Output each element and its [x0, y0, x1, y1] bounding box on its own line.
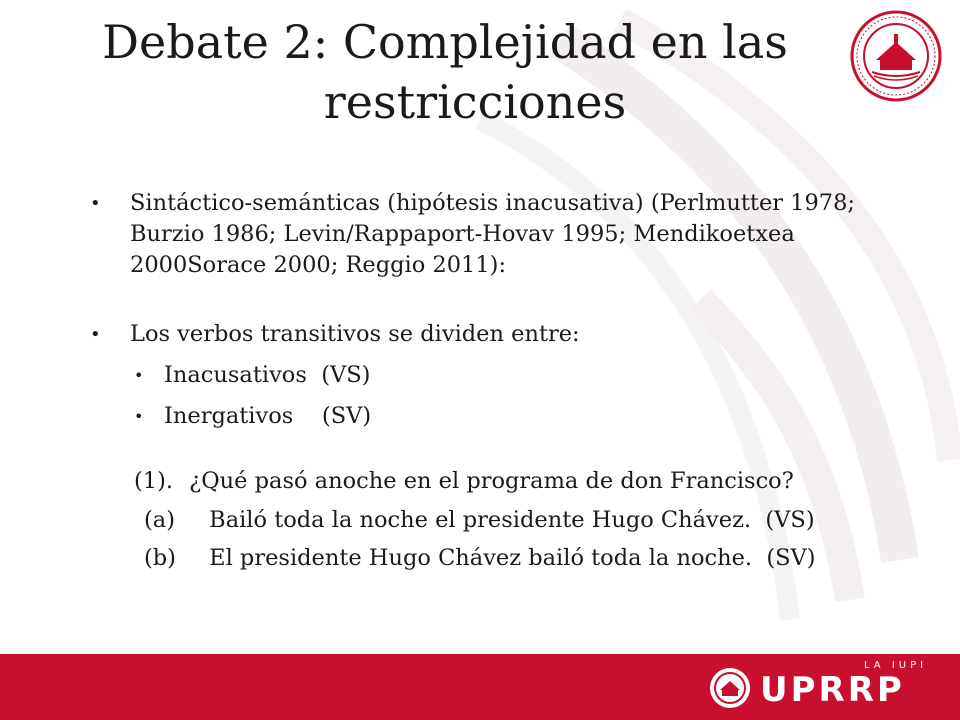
bullet-icon: • — [134, 366, 144, 385]
university-seal-icon — [850, 10, 942, 102]
example-answer — [90, 543, 890, 574]
answer-text: El presidente Hugo Chávez bailó toda la noche. (SV) — [209, 545, 816, 571]
sub-bullet-text: Inacusativos (VS) — [164, 362, 371, 388]
example-question — [90, 466, 890, 497]
bullet-icon: • — [90, 193, 101, 214]
uprrp-emblem-icon — [708, 666, 752, 710]
footer-logo-tagline: LA IUPI — [864, 660, 928, 671]
answer-label: (b) — [144, 545, 176, 571]
sub-bullet-item — [90, 360, 890, 391]
footer-logo — [708, 660, 938, 712]
sub-bullet-text: Inergativos (SV) — [164, 403, 372, 429]
page-title — [60, 12, 830, 132]
answer-text: Bailó toda la noche el presidente Hugo Chávez. (VS) — [209, 507, 815, 533]
title-line-2: restricciones — [323, 75, 627, 129]
bullet-text: Sintáctico-semánticas (hipótesis inacusativa) (Perlmutter 1978; Burzio 1986; Levin/Rappaport-Hovav 1995; Mendikoetxea 2000Sorace 2000; Reggio 2011): — [130, 190, 856, 278]
title-line-1: Debate 2: Complejidad en las — [102, 15, 788, 69]
bullet-item — [90, 188, 890, 281]
sub-bullet-item — [90, 401, 890, 432]
bullet-icon: • — [90, 324, 101, 345]
slide-content — [90, 188, 890, 581]
example-answer — [90, 505, 890, 536]
example-block — [90, 466, 890, 574]
bullet-icon: • — [134, 407, 144, 426]
bullet-item — [90, 319, 890, 350]
example-question-text: ¿Qué pasó anoche en el programa de don Francisco? — [189, 468, 794, 494]
example-label: (1). — [134, 468, 174, 494]
footer-logo-text: UPRRP — [760, 670, 905, 710]
bullet-text: Los verbos transitivos se dividen entre: — [130, 321, 580, 347]
answer-label: (a) — [144, 507, 175, 533]
